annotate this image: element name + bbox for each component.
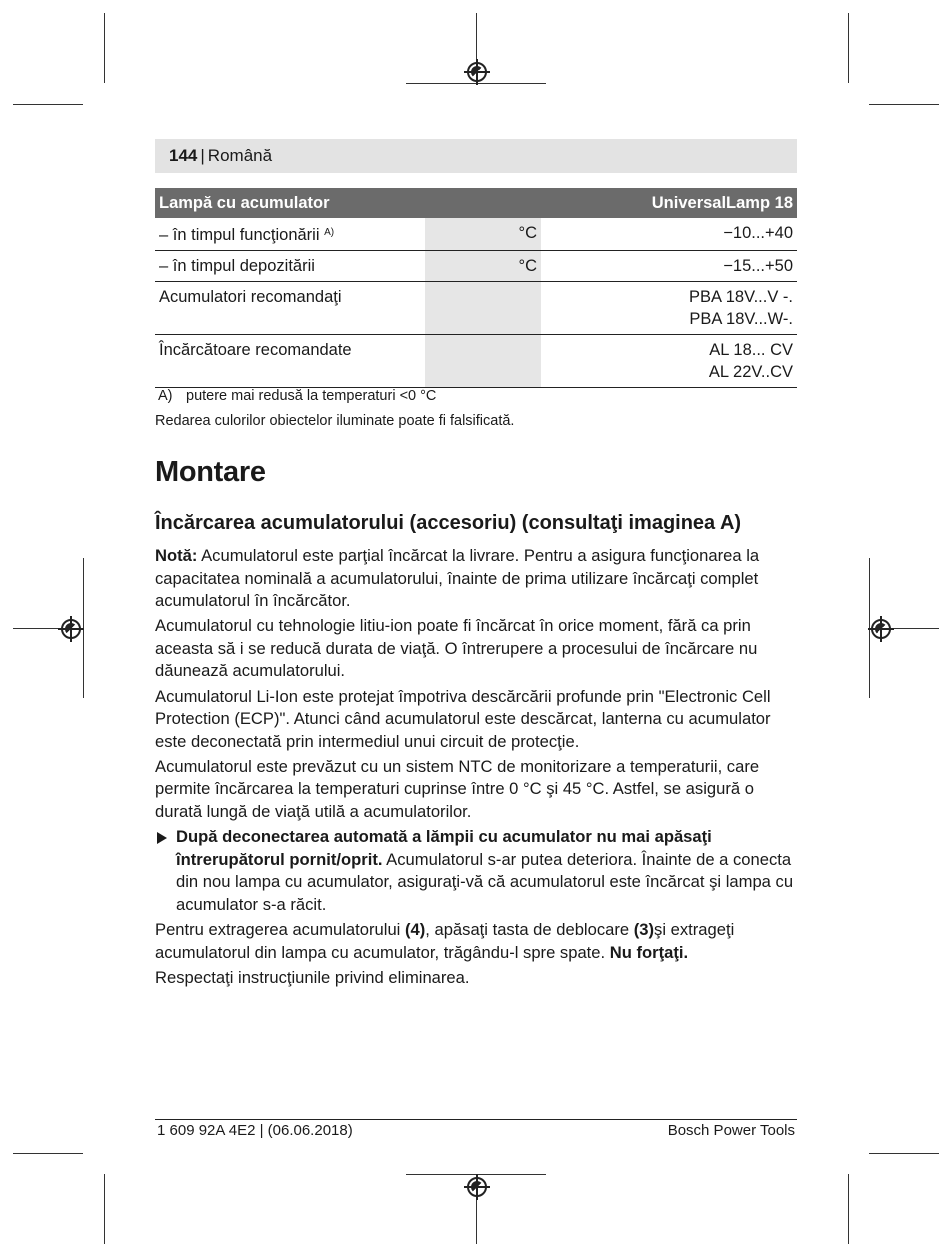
page-number: 144 — [169, 146, 198, 165]
footnote-ref: A) — [324, 227, 335, 238]
crop-mark-top-right-v — [848, 13, 849, 83]
footer-rule — [155, 1119, 797, 1120]
footer-brand: Bosch Power Tools — [667, 1122, 795, 1139]
row-unit: °C — [425, 218, 541, 251]
crop-mark-bottom-right-h — [869, 1153, 939, 1154]
row-unit: °C — [425, 251, 541, 282]
color-note: Redarea culorilor obiectelor iluminate poate fi falsificată. — [155, 413, 515, 429]
paragraph: Acumulatorul cu tehnologie litiu-ion poate fi încărcat în orice moment, fără ca prin aceasta să i se reducă durata de viaţă. O întrerupere a procesului de încărcare nu dăunează acumulatorului. — [155, 616, 758, 681]
header-separator: | — [200, 146, 205, 165]
row-value: AL 18... CV AL 22V..CV — [541, 335, 797, 388]
row-value: −15...+50 — [541, 251, 797, 282]
row-label: – în timpul funcţionării $^{A)}$ — [155, 218, 425, 251]
table-footnote — [158, 388, 436, 404]
paragraph: Notă: Acumulatorul este parţial încărcat la livrare. Pentru a asigura funcţionarea la capacitatea nominală a acumulatorului, înainte de prima utilizare încărcaţi complet acumulatorul în încărcător. — [155, 546, 760, 611]
spec-table-header — [155, 188, 797, 218]
crop-mark-top-left-h — [13, 104, 83, 105]
table-row — [155, 218, 797, 251]
row-label: Acumulatori recomandaţi — [155, 282, 425, 335]
page-header — [155, 139, 797, 173]
warning-bullet: După deconectarea automată a lămpii cu acumulator nu mai apăsaţi întrerupătorul pornit/oprit. Acumulatorul s-ar putea deteriora. Înainte de a conecta din nou lampa cu acumulator, asiguraţi-vă că acumulatorul este încărcat şi lampa cu acumulator s-a răcit. — [155, 826, 805, 916]
row-label: Încărcătoare recomandate — [155, 335, 425, 388]
row-unit — [425, 282, 541, 335]
table-row — [155, 335, 797, 388]
spec-table-head-left: Lampă cu acumulator — [155, 188, 541, 218]
body-text — [155, 545, 805, 992]
row-value: PBA 18V...V -. PBA 18V...W-. — [541, 282, 797, 335]
registration-mark-bottom-icon — [464, 1174, 490, 1200]
footer-doc-id: 1 609 92A 4E2 | (06.06.2018) — [157, 1122, 353, 1139]
header-language: Română — [207, 146, 273, 165]
footnote-text: putere mai redusă la temperaturi <0 °C — [186, 388, 437, 404]
row-value: −10...+40 — [541, 218, 797, 251]
row-unit — [425, 335, 541, 388]
table-row — [155, 251, 797, 282]
crop-mark-bottom-left-v — [104, 1174, 105, 1244]
registration-mark-left-icon — [58, 616, 84, 642]
row-label: – în timpul depozitării — [155, 251, 425, 282]
footnote-tag: A) — [158, 388, 173, 404]
crop-mark-bottom-left-h — [13, 1153, 83, 1154]
spec-table-head-right: UniversalLamp 18 — [541, 188, 797, 218]
paragraph: Pentru extragerea acumulatorului (4), apăsaţi tasta de deblocare (3)şi extrageţi acumulatorul din lampa cu acumulator, trăgându-l spre spate. Nu forţaţi. — [155, 920, 735, 962]
paragraph: Acumulatorul Li-Ion este protejat împotriva descărcării profunde prin "Electronic Cell Protection (ECP)". Atunci când acumulatorul este descărcat, lanterna cu acumulator este deconectată prin intermediul unui circuit de protecţie. — [155, 686, 771, 751]
triangle-bullet-icon — [157, 832, 167, 844]
paragraph: Acumulatorul este prevăzut cu un sistem NTC de monitorizare a temperaturii, care permite încărcarea la temperaturi cuprinse între 0 °C şi 45 °C. Astfel, se asigură o durată lungă de viaţă utilă a acumulatorilor. — [155, 756, 760, 822]
table-row — [155, 282, 797, 335]
paragraph: Respectaţi instrucţiunile privind eliminarea. — [155, 967, 470, 987]
crop-mark-top-left-v — [104, 13, 105, 83]
spec-table — [155, 188, 797, 388]
section-title: Montare — [155, 456, 266, 488]
crop-mark-top-right-h — [869, 104, 939, 105]
subsection-title: Încărcarea acumulatorului (accesoriu) (consultaţi imaginea A) — [155, 512, 742, 534]
crop-mark-bottom-right-v — [848, 1174, 849, 1244]
registration-mark-right-icon — [868, 616, 894, 642]
registration-mark-top-icon — [464, 59, 490, 85]
